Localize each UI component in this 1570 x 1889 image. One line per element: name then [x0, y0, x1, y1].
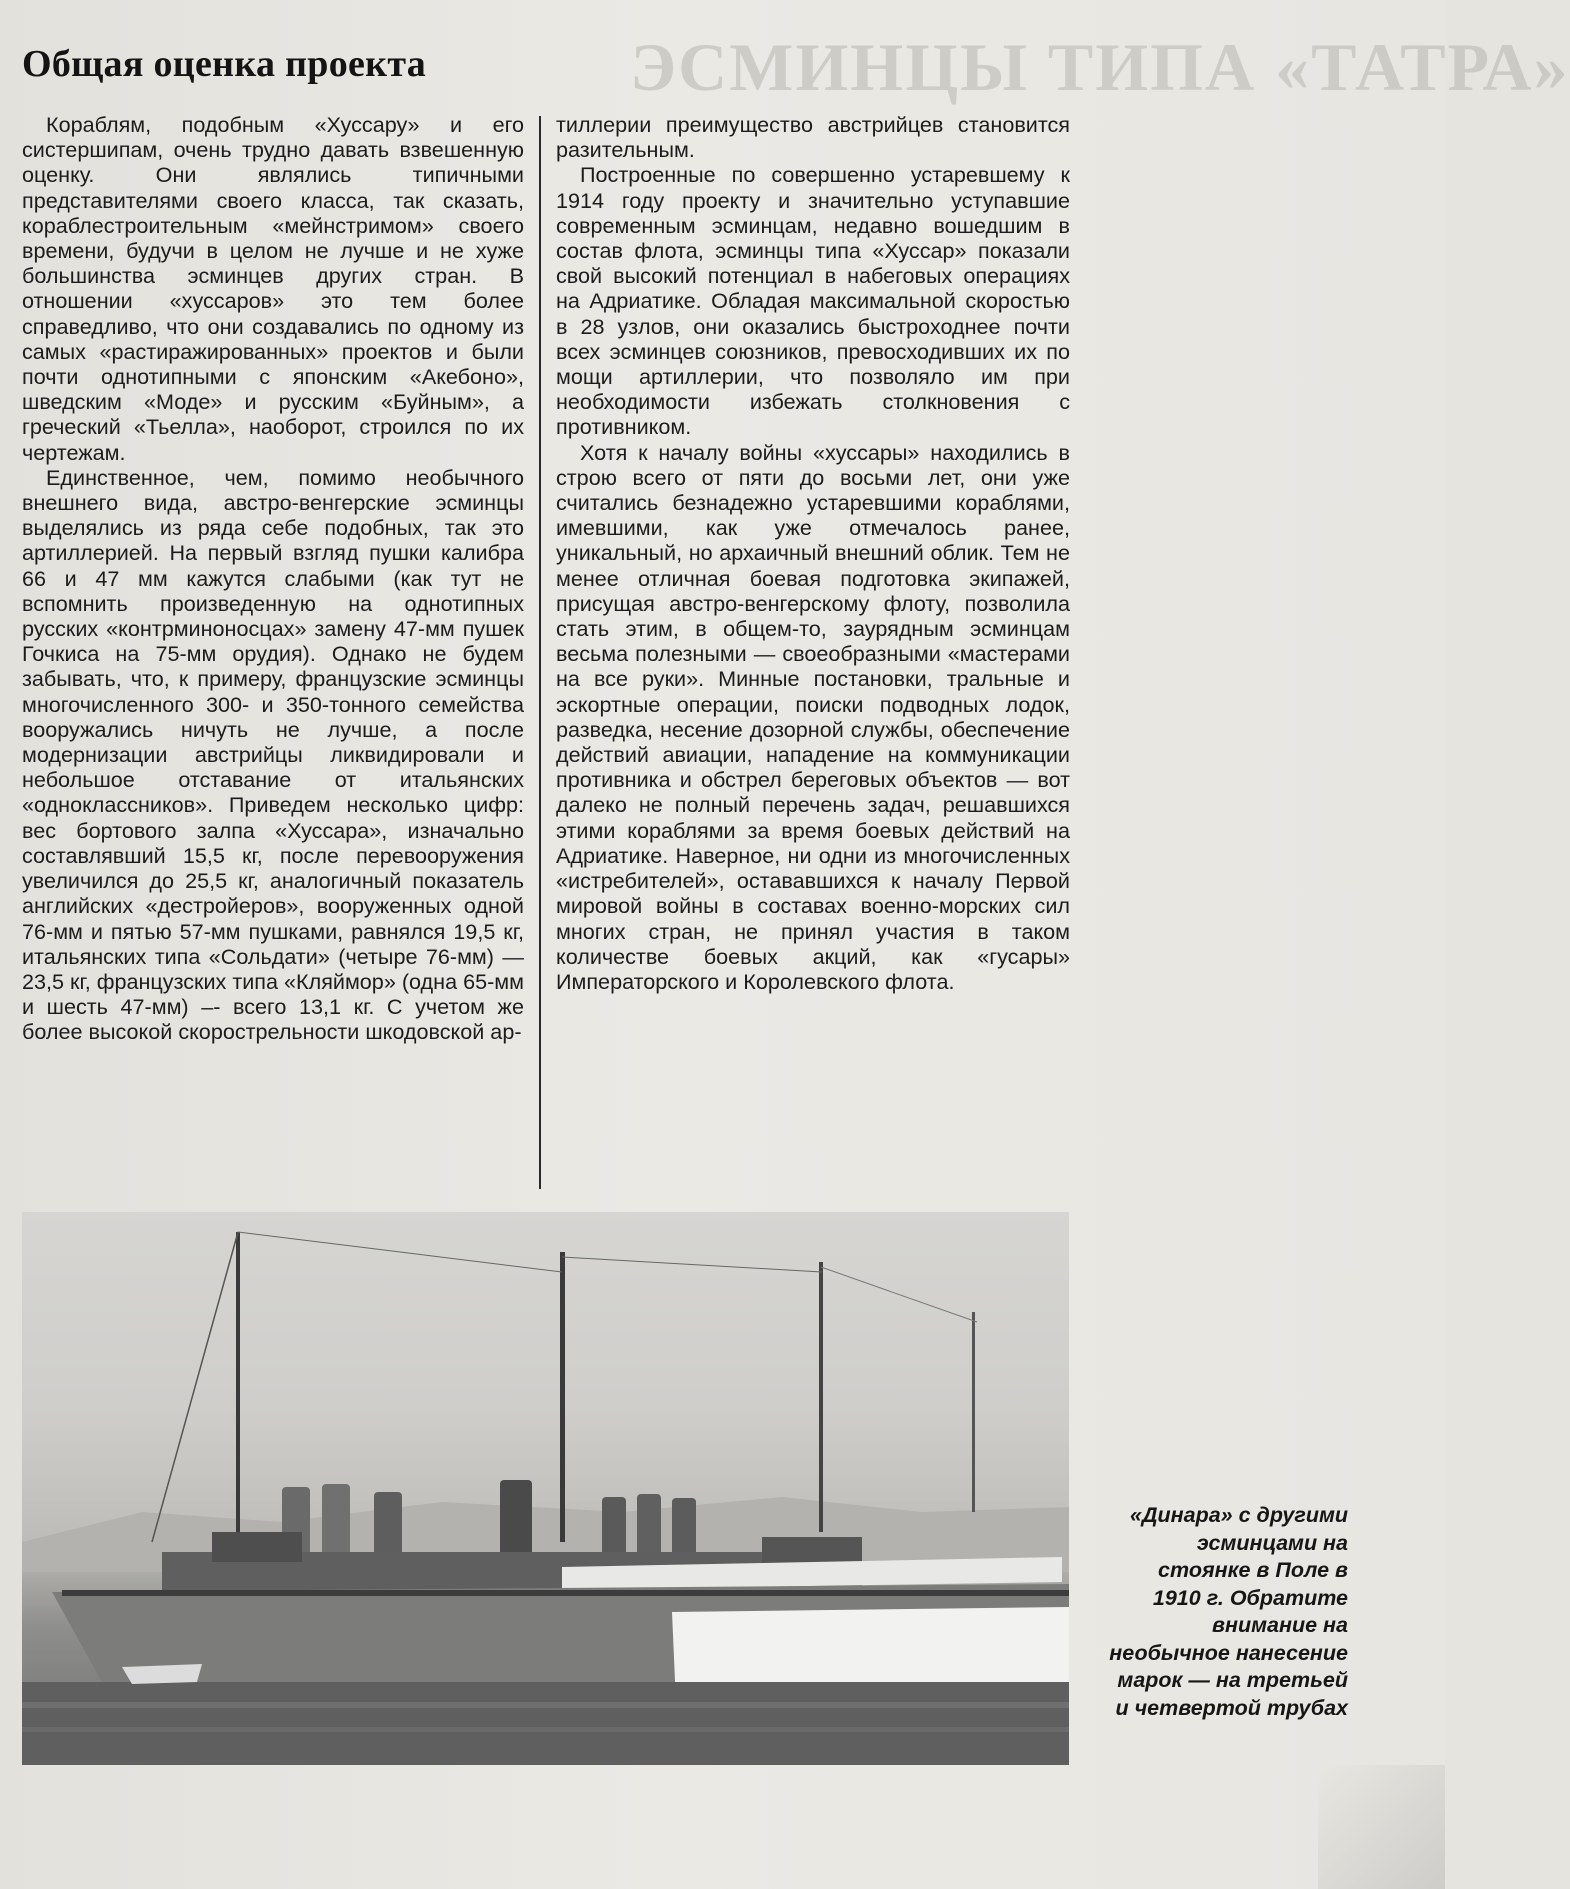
right-text-column	[556, 112, 1070, 994]
section-heading: Общая оценка проекта	[22, 43, 427, 85]
left-text-column	[22, 112, 524, 1045]
destroyer-illustration	[22, 1212, 1069, 1765]
paragraph: Хотя к началу войны «хуссары» находились в строю всего от пяти до восьми лет, они уже считались безнадежно устаревшими кораблями, имевшими, как уже отмечалось ранее, уникальный, но архаичный внешний облик. Тем не менее отличная боевая подготовка экипажей, присущая австро-венгерскому флоту, позволила стать этим, в общем-то, заурядным эсминцам весьма полезными — своеобразными «мастерами на все руки». Минные постановки, тральные и эскортные операции, поиски подводных лодок, разведка, несение дозорной службы, обеспечение действий авиации, нападение на коммуникации противника и обстрел береговых объектов — вот далеко не полный перечень задач, решавшихся этими кораблями за время боевых действий на Адриатике. Наверное, ни одни из многочисленных «истребителей», остававшихся к началу Первой мировой войны в составах военно-морских сил многих стран, не принял участия в таком количестве боевых акций, как «гусары» Императорского и Королевского флота.	[556, 439, 1070, 994]
column-divider	[539, 116, 541, 1189]
paragraph: Построенные по совершенно устаревшему к 1914 году проекту и значительно уступавшие современным эсминцам, недавно вошедшим в состав флота, эсминцы типа «Хуссар» показали свой высокий потенциал в набеговых операциях на Адриатике. Обладая максимальной скоростью в 28 узлов, они оказались быстроходнее почти всех эсминцев союзников, превосходивших их по мощи артиллерии, что позволяло им при необходимости избежать столкновения с противником.	[556, 162, 1070, 440]
photo-caption: «Динара» с другими эсминцами на стоянке в Поле в 1910 г. Обратите внимание на необычное нанесение марок — на третьей и четвертой трубах	[1109, 1503, 1348, 1720]
page-corner-shade	[1318, 1765, 1445, 1889]
destroyer-photo	[22, 1212, 1069, 1765]
paragraph-continuation: тиллерии преимущество австрийцев становится разительным.	[556, 112, 1070, 163]
paragraph: Кораблям, подобным «Хуссару» и его систершипам, очень трудно давать взвешенную оценку. Они являлись типичными представителями своего класса, так сказать, кораблестроительным «мейнстримом» своего времени, будучи в целом не лучше и не хуже большинства эсминцев других стран. В отношении «хуссаров» это тем более справедливо, что они создавались по одному из самых «растиражированных» проектов и были почти однотипными с японским «Акебоно», шведским «Моде» и русским «Буйным», а греческий «Тьелла», наоборот, строился по их чертежам.	[22, 112, 524, 465]
paragraph: Единственное, чем, помимо необычного внешнего вида, австро-венгерские эсминцы выделялись из ряда себе подобных, так это артиллерией. На первый взгляд пушки калибра 66 и 47 мм кажутся слабыми (как тут не вспомнить произведенную на однотипных русских «контрминоносцах» замену 47-мм пушек Гочкиса на 75-мм орудия). Однако не будем забывать, что, к примеру, французские эсминцы многочисленного 300- и 350-тонного семейства вооружались ничуть не лучше, а после модернизации австрийцы ликвидировали и небольшое отставание от итальянских «одноклассников». Приведем несколько цифр: вес бортового залпа «Хуссара», изначально составлявший 15,5 кг, после перевооружения увеличился до 25,5 кг, аналогичный показатель английских «дестройеров», вооруженных одной 76-мм и пятью 57-мм пушками, равнялся 19,5 кг, итальянских типа «Сольдати» (четыре 76-мм) — 23,5 кг, французских типа «Кляймор» (одна 65-мм и шесть 47-мм) –- всего 13,1 кг. С учетом же более высокой скорострельности шкодовской ар-	[22, 464, 524, 1045]
bleed-through-heading: ЭСМИНЦЫ ТИПА «ТАТРА»	[630, 29, 1570, 105]
